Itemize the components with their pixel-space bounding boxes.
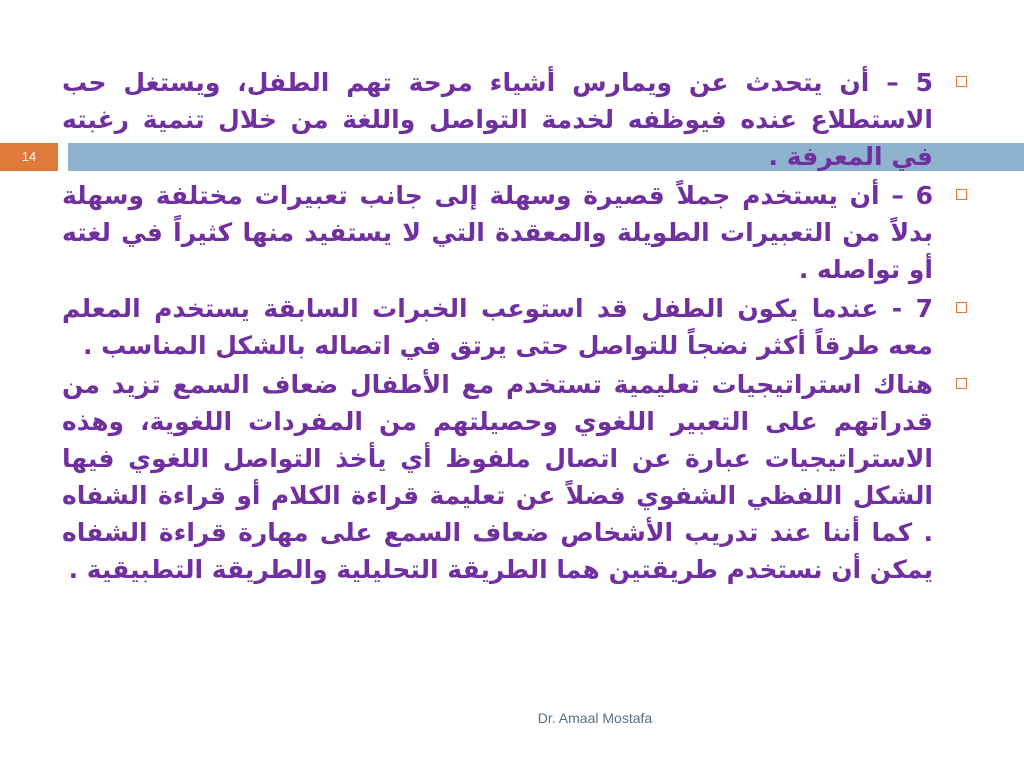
- bullet-text: 6 – أن يستخدم جملاً قصيرة وسهلة إلى جانب تعبيرات مختلفة وسهلة بدلاً من التعبيرات الطويلة والمعقدة التي لا يستفيد منها كثيراً في لغته أو تواصله .: [62, 181, 933, 284]
- bullet-text: 5 – أن يتحدث عن ويمارس أشياء مرحة تهم الطفل، ويستغل حب الاستطلاع عنده فيوظفه لخدمة التواصل واللغة من خلال تنمية رغبته في المعرفة .: [62, 68, 933, 171]
- bullet-item-7: [62, 290, 967, 364]
- bullet-text: 7 - عندما يكون الطفل قد استوعب الخبرات السابقة يستخدم المعلم معه طرقاً أكثر نضجاً للتواصل حتى يرتق في اتصاله بالشكل المناسب .: [62, 294, 933, 360]
- bullet-item-5: [62, 64, 967, 175]
- square-bullet-icon: [956, 76, 967, 87]
- bullet-text: هناك استراتيجيات تعليمية تستخدم مع الأطفال ضعاف السمع تزيد من قدراتهم على التعبير اللغوي وحصيلتهم من المفردات اللغوية، وهذه الاستراتيجيات عبارة عن اتصال ملفوظ أي يأخذ التواصل اللغوي فيها الشكل اللفظي الشفوي فضلاً عن تعليمة قراءة الكلام أو قراءة الشفاه . كما أننا عند تدريب الأشخاص ضعاف السمع على مهارة قراءة الشفاه يمكن أن نستخدم طريقتين هما الطريقة التحليلية والطريقة التطبيقية .: [62, 370, 933, 584]
- square-bullet-icon: [956, 378, 967, 389]
- bullet-item-strategies: [62, 366, 967, 588]
- bullet-item-6: [62, 177, 967, 288]
- slide-content: [62, 64, 967, 590]
- square-bullet-icon: [956, 302, 967, 313]
- slide-footer: Dr. Amaal Mostafa: [537, 710, 653, 726]
- square-bullet-icon: [956, 189, 967, 200]
- slide-number: 14: [0, 143, 58, 171]
